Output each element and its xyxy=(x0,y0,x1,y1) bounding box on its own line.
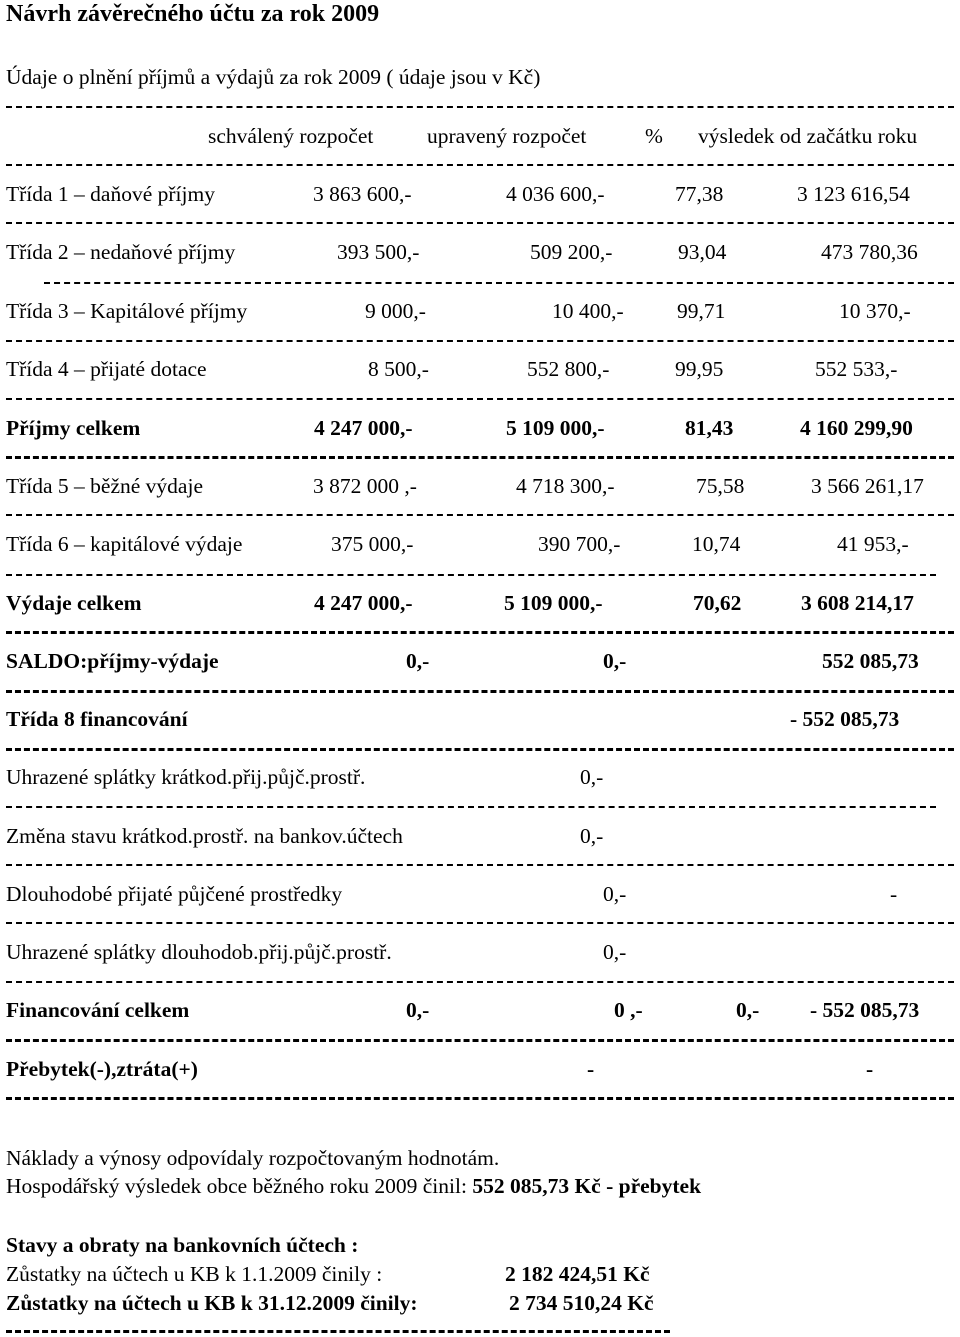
row-approved: 4 247 000,- xyxy=(314,591,413,615)
header-percent: % xyxy=(645,124,663,148)
header-result: výsledek od začátku roku xyxy=(698,124,918,148)
separator xyxy=(6,1039,954,1042)
row-approved: 3 872 000 ,- xyxy=(313,474,417,498)
row-percent: 93,04 xyxy=(678,240,727,264)
row-label: Třída 5 – běžné výdaje xyxy=(6,474,203,498)
row-approved: 3 863 600,- xyxy=(313,182,412,206)
row-adjusted: 0 ,- xyxy=(614,998,643,1022)
row-label: Třída 6 – kapitálové výdaje xyxy=(6,532,243,556)
row-adjusted: 0,- xyxy=(580,824,604,848)
separator xyxy=(44,282,954,284)
row-adjusted: 5 109 000,- xyxy=(506,416,605,440)
row-result: 552 533,- xyxy=(815,357,898,381)
row-approved: 9 000,- xyxy=(365,299,426,323)
row-approved: 4 247 000,- xyxy=(314,416,413,440)
row-percent: 81,43 xyxy=(685,416,734,440)
row-label: Třída 4 – přijaté dotace xyxy=(6,357,207,381)
row-adjusted: 390 700,- xyxy=(538,532,621,556)
note-costs: Náklady a výnosy odpovídaly rozpočtovaným hodnotám. xyxy=(6,1146,500,1170)
bank-end-label: Zůstatky na účtech u KB k 31.12.2009 činily: xyxy=(6,1291,418,1315)
row-adjusted: - xyxy=(587,1057,595,1081)
document-title: Návrh závěrečného účtu za rok 2009 xyxy=(6,1,380,27)
row-percent: 99,71 xyxy=(677,299,726,323)
separator xyxy=(6,398,954,400)
row-result: 10 370,- xyxy=(839,299,911,323)
separator xyxy=(6,806,936,808)
row-percent: 70,62 xyxy=(693,591,742,615)
row-label: Přebytek(-),ztráta(+) xyxy=(6,1057,198,1081)
row-label: Třída 3 – Kapitálové příjmy xyxy=(6,299,248,323)
row-label: Třída 1 – daňové příjmy xyxy=(6,182,215,206)
row-label: SALDO:příjmy-výdaje xyxy=(6,649,219,673)
row-percent: 10,74 xyxy=(692,532,741,556)
row-adjusted: 552 800,- xyxy=(527,357,610,381)
separator xyxy=(6,106,954,108)
row-result: 552 085,73 xyxy=(822,649,919,673)
row-adjusted: 5 109 000,- xyxy=(504,591,603,615)
row-label: Třída 2 – nedaňové příjmy xyxy=(6,240,236,264)
header-adjusted: upravený rozpočet xyxy=(427,124,587,148)
row-result: - 552 085,73 xyxy=(790,707,900,731)
separator xyxy=(6,981,954,983)
separator xyxy=(6,222,954,224)
row-label: Změna stavu krátkod.prostř. na bankov.účtech xyxy=(6,824,403,848)
row-adjusted: 4 718 300,- xyxy=(516,474,615,498)
row-adjusted: 0,- xyxy=(603,882,627,906)
row-adjusted: 509 200,- xyxy=(530,240,613,264)
separator xyxy=(6,864,954,866)
row-percent: 0,- xyxy=(736,998,760,1022)
row-result: 4 160 299,90 xyxy=(800,416,913,440)
separator xyxy=(6,514,954,516)
row-label: Uhrazené splátky dlouhodob.přij.půjč.prostř. xyxy=(6,940,392,964)
bank-heading: Stavy a obraty na bankovních účtech : xyxy=(6,1233,359,1257)
row-result: - 552 085,73 xyxy=(810,998,920,1022)
separator xyxy=(6,340,954,342)
note-result-prefix: Hospodářský výsledek obce běžného roku 2009 činil: xyxy=(6,1174,473,1198)
row-result: 41 953,- xyxy=(837,532,909,556)
row-result: 3 566 261,17 xyxy=(811,474,924,498)
bank-end-value: 2 734 510,24 Kč xyxy=(509,1291,654,1315)
row-percent: 75,58 xyxy=(696,474,745,498)
row-label: Třída 8 financování xyxy=(6,707,188,731)
document-subtitle: Údaje o plnění příjmů a výdajů za rok 2009 ( údaje jsou v Kč) xyxy=(6,65,541,89)
separator xyxy=(6,574,936,576)
bank-start-value: 2 182 424,51 Kč xyxy=(505,1262,650,1286)
row-label: Uhrazené splátky krátkod.přij.půjč.prostř. xyxy=(6,765,366,789)
row-adjusted: 10 400,- xyxy=(552,299,624,323)
row-adjusted: 0,- xyxy=(603,940,627,964)
row-label: Dlouhodobé přijaté půjčené prostředky xyxy=(6,882,343,906)
row-adjusted: 0,- xyxy=(580,765,604,789)
separator xyxy=(6,1097,954,1100)
bank-start-label: Zůstatky na účtech u KB k 1.1.2009 činily : xyxy=(6,1262,383,1286)
separator xyxy=(6,748,954,751)
row-result: 3 608 214,17 xyxy=(801,591,914,615)
row-adjusted: 4 036 600,- xyxy=(506,182,605,206)
row-approved: 8 500,- xyxy=(368,357,429,381)
row-result: - xyxy=(890,882,898,906)
note-result xyxy=(6,1176,701,1198)
row-approved: 0,- xyxy=(406,649,430,673)
row-result: - xyxy=(866,1057,874,1081)
row-percent: 77,38 xyxy=(675,182,724,206)
row-result: 3 123 616,54 xyxy=(797,182,910,206)
row-approved: 375 000,- xyxy=(331,532,414,556)
row-label: Příjmy celkem xyxy=(6,416,141,440)
separator xyxy=(6,164,954,166)
row-result: 473 780,36 xyxy=(821,240,918,264)
separator xyxy=(6,631,954,634)
separator xyxy=(6,922,954,924)
row-label: Financování celkem xyxy=(6,998,190,1022)
separator xyxy=(6,1330,670,1333)
row-percent: 99,95 xyxy=(675,357,724,381)
separator xyxy=(6,690,954,693)
note-result-value: 552 085,73 Kč - přebytek xyxy=(472,1174,702,1198)
row-adjusted: 0,- xyxy=(603,649,627,673)
header-approved: schválený rozpočet xyxy=(208,124,374,148)
row-approved: 0,- xyxy=(406,998,430,1022)
separator xyxy=(6,456,954,459)
row-label: Výdaje celkem xyxy=(6,591,142,615)
row-approved: 393 500,- xyxy=(337,240,420,264)
